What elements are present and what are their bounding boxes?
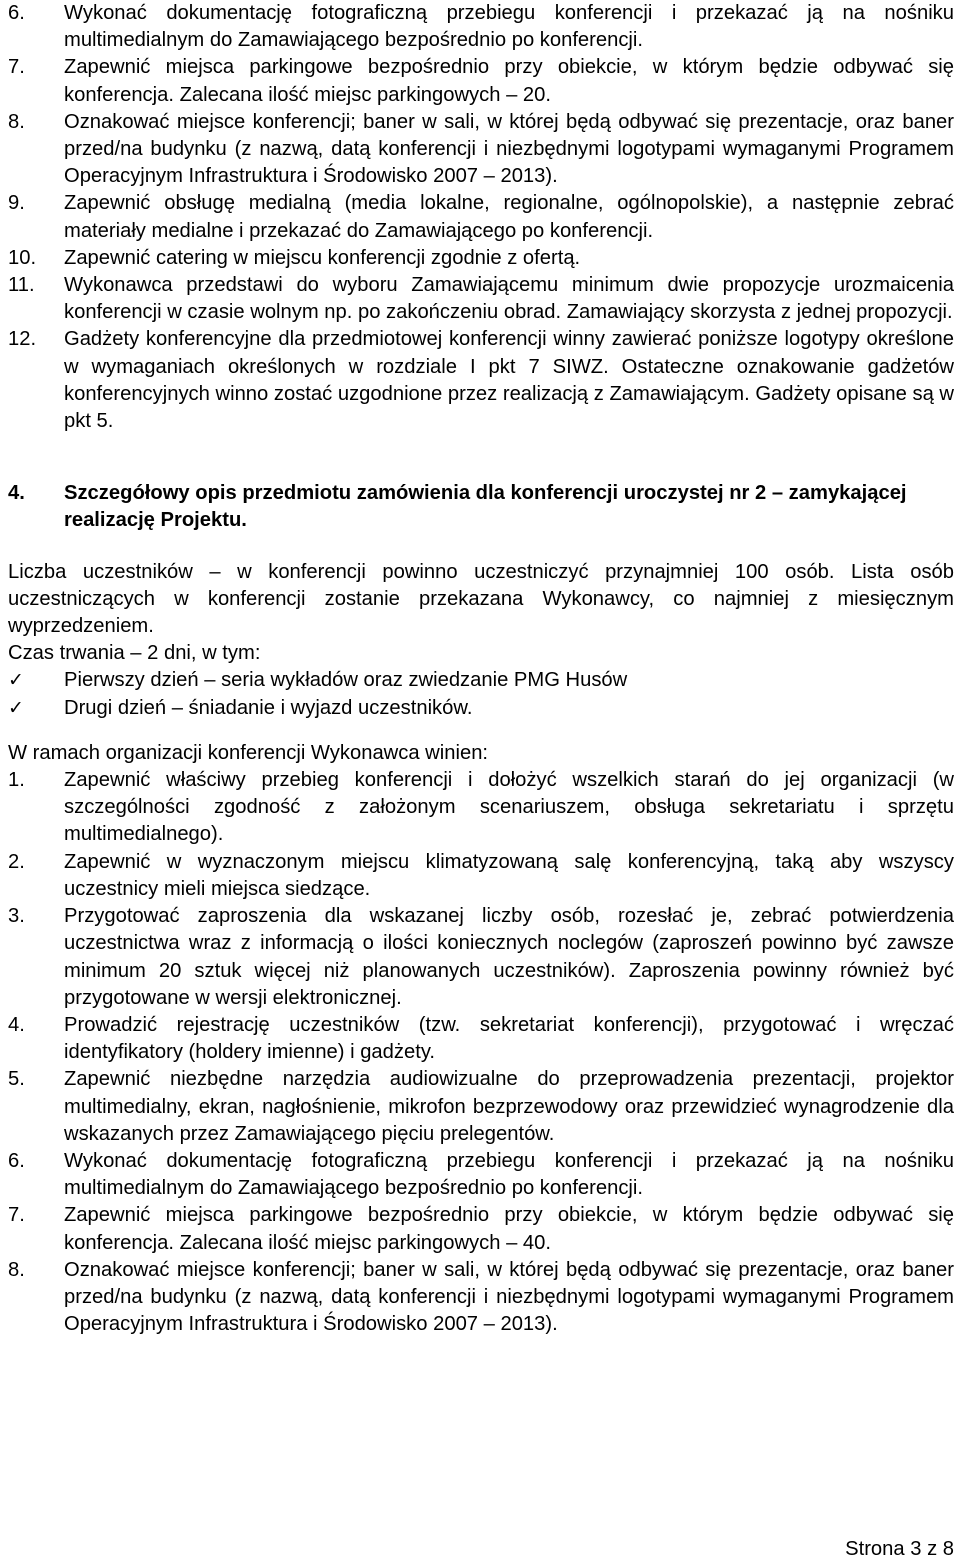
duration-line: Czas trwania – 2 dni, w tym: [8,642,261,665]
list-item [8,326,954,435]
list-item-text: Oznakować miejsce konferencji; baner w sali, w której będą odbywać się prezentacje, oraz baner przed/na budynku (z nazwą, datą konferencji i niezbędnymi logotypami wymaganymi Programem Operacyjnym Infrastruktura i Środowisko 2007 – 2013). [64,1258,954,1336]
list-item [8,1066,954,1148]
list-item-number: 11. [8,274,35,297]
list-item-number: 2. [8,850,25,873]
list-item-text: Wykonać dokumentację fotograficzną przebiegu konferencji i przekazać ją na nośniku multimedialnym do Zamawiającego bezpośrednio po konferencji. [64,2,954,52]
list-item [8,54,954,108]
list-item-text: Zapewnić właściwy przebieg konferencji i dołożyć wszelkich starań do jej organizacji (w szczególności zgodność z założonym scenariuszem, obsługa sekretariatu i sprzętu multimedialnego). [64,769,954,846]
list-item [8,1148,954,1202]
list-item [8,1257,954,1339]
list-item-text: Zapewnić obsługę medialną (media lokalne, regionalne, ogólnopolskie), a następnie zebrać materiały medialne i przekazać do Zamawiającego po konferencji. [64,192,954,242]
list-item [8,0,954,54]
list-item [8,849,954,903]
list-section-a [8,0,954,435]
list-item-text: Zapewnić miejsca parkingowe bezpośrednio przy obiekcie, w którym będzie odbywać się konferencja. Zalecana ilość miejsc parkingowych – 20. [64,56,954,106]
list-item-text: Zapewnić w wyznaczonym miejscu klimatyzowaną salę konferencyjną, taką aby wszyscy uczestnicy mieli miejsca siedzące. [64,850,954,900]
list-item-number: 7. [8,1204,25,1227]
list-item-text: Wykonać dokumentację fotograficzną przebiegu konferencji i przekazać ją na nośniku multimedialnym do Zamawiającego bezpośrednio po konferencji. [64,1149,954,1200]
list-item [8,245,954,272]
list-item-text: Gadżety konferencyjne dla przedmiotowej konferencji winny zawierać poniższe logotypy określone w wymaganiach określonych w rozdziale I pkt 7 SIWZ. Ostateczne oznakowanie gadżetów konferencyjnych winno zostać uzgodnione przez realizacją z Zamawiającym. Gadżety opisane są w pkt 5. [64,328,954,433]
list-item-text: Wykonawca przedstawi do wyboru Zamawiającemu minimum dwie propozycje urozmaicenia konferencji w czasie wolnym np. po zakończeniu obrad. Zamawiający skorzysta z jednej propozycji. [64,274,954,324]
page-number: Strona 3 z 8 [845,1538,954,1560]
list-item-number: 10. [8,246,37,269]
list-item-number: 5. [8,1068,25,1091]
checklist-item [8,667,954,694]
list-item-text: Zapewnić niezbędne narzędzia audiowizualne do przeprowadzenia prezentacji, projektor multimedialny, ekran, nagłośnienie, mikrofon bezprzewodowy oraz przewidzieć wynagrodzenie dla wskazanych przez Zamawiającego pięciu prelegentów. [64,1068,954,1145]
list-item [8,767,954,849]
list-item-number: 7. [8,56,25,79]
checklist-item-text: Drugi dzień – śniadanie i wyjazd uczestników. [64,696,473,719]
checklist-item-text: Pierwszy dzień – seria wykładów oraz zwiedzanie PMG Husów [64,669,628,692]
list-item-text: Zapewnić catering w miejscu konferencji zgodnie z ofertą. [64,246,581,269]
list-item [8,272,954,326]
list-item-number: 8. [8,1258,25,1281]
list-item-number: 3. [8,905,25,928]
checklist [8,667,954,721]
section-heading-number: 4. [8,482,25,505]
section-heading-text: Szczegółowy opis przedmiotu zamówienia dla konferencji uroczystej nr 2 – zamykającej realizację Projektu. [64,482,907,532]
list-item [8,1202,954,1256]
list-item-number: 9. [8,192,25,215]
list-item-text: Oznakować miejsce konferencji; baner w sali, w której będą odbywać się prezentacje, oraz baner przed/na budynku (z nazwą, datą konferencji i niezbędnymi logotypami wymaganymi Programem Operacyjnym Infrastruktura i Środowisko 2007 – 2013). [64,110,954,188]
list-item-number: 12. [8,328,37,351]
list-item-number: 1. [8,769,25,792]
list-section-b [8,767,954,1338]
checkmark-icon: ✓ [8,696,24,719]
list-item-text: Zapewnić miejsca parkingowe bezpośrednio przy obiekcie, w którym będzie odbywać się konferencja. Zalecana ilość miejsc parkingowych – 40. [64,1204,954,1254]
list-item [8,903,954,1012]
section-heading [8,480,954,534]
list-item-number: 8. [8,110,25,133]
list-item [8,1012,954,1066]
checklist-item [8,695,954,722]
list-item-number: 6. [8,1149,25,1172]
list-item-number: 4. [8,1013,25,1036]
list-item-text: Przygotować zaproszenia dla wskazanej liczby osób, rozesłać je, zebrać potwierdzenia uczestnictwa wraz z informacją o ilości koniecznych noclegów (zaproszeń powinno być zawsze minimum 20 sztuk więcej niż planowanych uczestników). Zaproszenia powinny również być przygotowane w wersji elektronicznej. [64,905,954,1009]
list-item [8,190,954,244]
intro-paragraph: Liczba uczestników – w konferencji powinno uczestniczyć przynajmniej 100 osób. Lista osób uczestniczących w konferencji zostanie przekazana Wykonawcy, co najmniej z miesięcznym wyprzedzeniem. [8,560,954,638]
obligations-intro: W ramach organizacji konferencji Wykonawca winien: [8,741,489,764]
list-item-number: 6. [8,2,25,24]
checkmark-icon: ✓ [8,669,24,692]
list-item [8,109,954,191]
list-item-text: Prowadzić rejestrację uczestników (tzw. sekretariat konferencji), przygotować i wręczać identyfikatory (holdery imienne) i gadżety. [64,1013,954,1064]
